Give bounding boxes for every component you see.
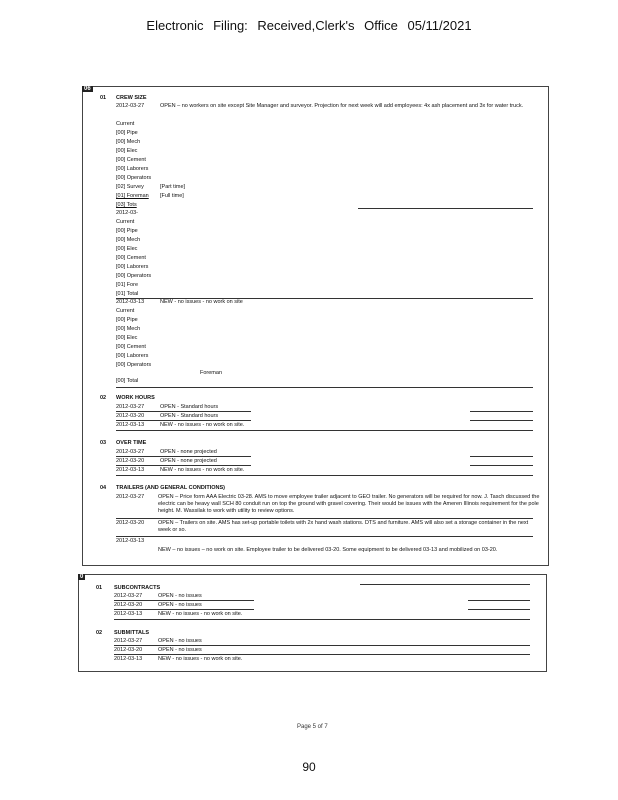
work-text-1: OPEN - Standard hours [160,404,219,410]
work-title: WORK HOURS [116,395,155,401]
crew-c-elec: [00] Elec [116,335,138,341]
rule [116,456,251,457]
subs-text-1: OPEN - no issues [158,593,202,599]
rule [114,619,530,620]
crew-b-elec: [00] Elec [116,246,138,252]
work-num: 02 [100,395,107,401]
rule [116,536,533,537]
subs-text-2: OPEN - no issues [158,602,202,608]
crew-title: CREW SIZE [116,95,147,101]
subs-date-1: 2012-03-27 [114,593,143,599]
rule [116,465,251,466]
work-date-3: 2012-03-13 [116,422,145,428]
work-date-1: 2012-03-27 [116,404,145,410]
filing-header: Electronic Filing: Received,Clerk's Office 05/11/2021 [146,18,472,33]
rule [114,645,530,646]
rule [114,654,530,655]
crew-num: 01 [100,95,107,101]
subs-date-3: 2012-03-13 [114,611,143,617]
crew-a-pipe: [00] Pipe [116,130,138,136]
rule [468,600,530,601]
submittals-text-2: OPEN - no issues [158,647,202,653]
overtime-text-1: OPEN - none projected [160,449,217,455]
section-tag: 06 [84,86,91,92]
trailers-date-3: 2012-03-13 [116,538,145,544]
overtime-date-2: 2012-03-20 [116,458,145,464]
crew-b-fore: [01] Fore [116,282,139,288]
page-number: 90 [302,760,316,774]
crew-c-cement: [00] Cement [116,344,146,350]
crew-a-foreman: [01] Foreman [116,193,149,199]
crew-date-1: 2012-03-27 [116,103,145,109]
rule [116,411,251,412]
submittals-text-3: NEW - no issues - no work on site. [158,656,243,662]
overtime-date-1: 2012-03-27 [116,449,145,455]
rule [116,387,533,388]
crew-b-operators: [00] Operators [116,273,152,279]
crew-a-cement: [00] Cement [116,157,146,163]
work-text-3: NEW - no issues - no work on site. [160,422,245,428]
subs-text-3: NEW - no issues - no work on site. [158,611,243,617]
trailers-text-1: OPEN – Price form AAA Electric 03-28. AMS to move employee trailer adjacent to GEO trailer. No generators will be required for now. J. Tasch discussed the electric can be heavy wall SCH 80 conduit run on top the ground with gravel covering. Their would be issues with the Ameren Illinois requirement for the pole height. M. Wassilak to work with utility to review options. [158,494,540,514]
rule [116,420,251,421]
trailers-num: 04 [100,485,107,491]
crew-b-cement: [00] Cement [116,255,146,261]
trailers-text-3: NEW – no issues – no work on site. Employee trailer to be delivered 03-20. Some equipment to be delivered 03-13 and mobilized on 03-20. [158,547,498,553]
crew-current-b: Current [116,219,135,225]
crew-a-survey: [02] Survey [116,184,144,190]
submittals-num: 02 [96,630,103,636]
overtime-title: OVER TIME [116,440,147,446]
crew-b-mech: [00] Mech [116,237,141,243]
subs-num: 01 [96,585,103,591]
submittals-date-3: 2012-03-13 [114,656,143,662]
crew-date-3: 2012-03-13 [116,299,145,305]
overtime-date-3: 2012-03-13 [116,467,145,473]
submittals-title: SUBMITTALS [114,630,150,636]
crew-a-survey-note: [Part time] [160,184,186,190]
crew-b-laborers: [00] Laborers [116,264,149,270]
rule [470,420,533,421]
crew-c-mech: [00] Mech [116,326,141,332]
subs-date-2: 2012-03-20 [114,602,143,608]
crew-a-mech: [00] Mech [116,139,141,145]
overtime-num: 03 [100,440,107,446]
rule [470,456,533,457]
rule [470,465,533,466]
crew-text-1: OPEN – no workers on site except Site Manager and surveyor. Projection for next week will add employees: 4x ash placement and 3x for water truck. [160,103,524,109]
section-tag: 0 [80,574,84,580]
crew-c-total: [00] Total [116,378,139,384]
crew-date-2: 2012-03- [116,210,139,216]
crew-c-operators: [00] Operators [116,362,152,368]
crew-a-laborers: [00] Laborers [116,166,149,172]
crew-b-pipe: [00] Pipe [116,228,138,234]
crew-a-elec: [00] Elec [116,148,138,154]
subs-title: SUBCONTRACTS [114,585,161,591]
crew-a-tots: [03] Tots [116,202,137,208]
work-text-2: OPEN - Standard hours [160,413,219,419]
rule [116,518,533,519]
trailers-title: TRAILERS (AND GENERAL CONDITIONS) [116,485,225,491]
crew-current-a: Current [116,121,135,127]
crew-b-total: [01] Total [116,291,139,297]
crew-a-operators: [00] Operators [116,175,152,181]
rule [470,411,533,412]
crew-a-foreman-note: [Full time] [160,193,184,199]
rule [468,609,530,610]
overtime-text-3: NEW - no issues - no work on site. [160,467,245,473]
crew-current-c: Current [116,308,135,314]
rule [360,584,530,585]
crew-c-pipe: [00] Pipe [116,317,138,323]
submittals-date-1: 2012-03-27 [114,638,143,644]
trailers-text-2: OPEN – Trailers on site. AMS has set-up portable toilets with 2x hand wash stations. DTS and furniture. AMS will also set a storage container in the next week or so. [158,520,529,533]
crew-c-laborers: [00] Laborers [116,353,149,359]
crew-text-3: NEW - no issues - no work on site [160,299,243,305]
submittals-date-2: 2012-03-20 [114,647,143,653]
rule [116,475,533,476]
rule [116,430,533,431]
rule [358,208,533,209]
submittals-text-1: OPEN - no issues [158,638,202,644]
work-date-2: 2012-03-20 [116,413,145,419]
rule [114,600,254,601]
rule [114,609,254,610]
trailers-date-2: 2012-03-20 [116,520,145,526]
crew-c-foreman: Foreman [200,370,223,376]
page-of-label: Page 5 of 7 [297,724,328,730]
overtime-text-2: OPEN - none projected [160,458,217,464]
trailers-date-1: 2012-03-27 [116,494,145,500]
